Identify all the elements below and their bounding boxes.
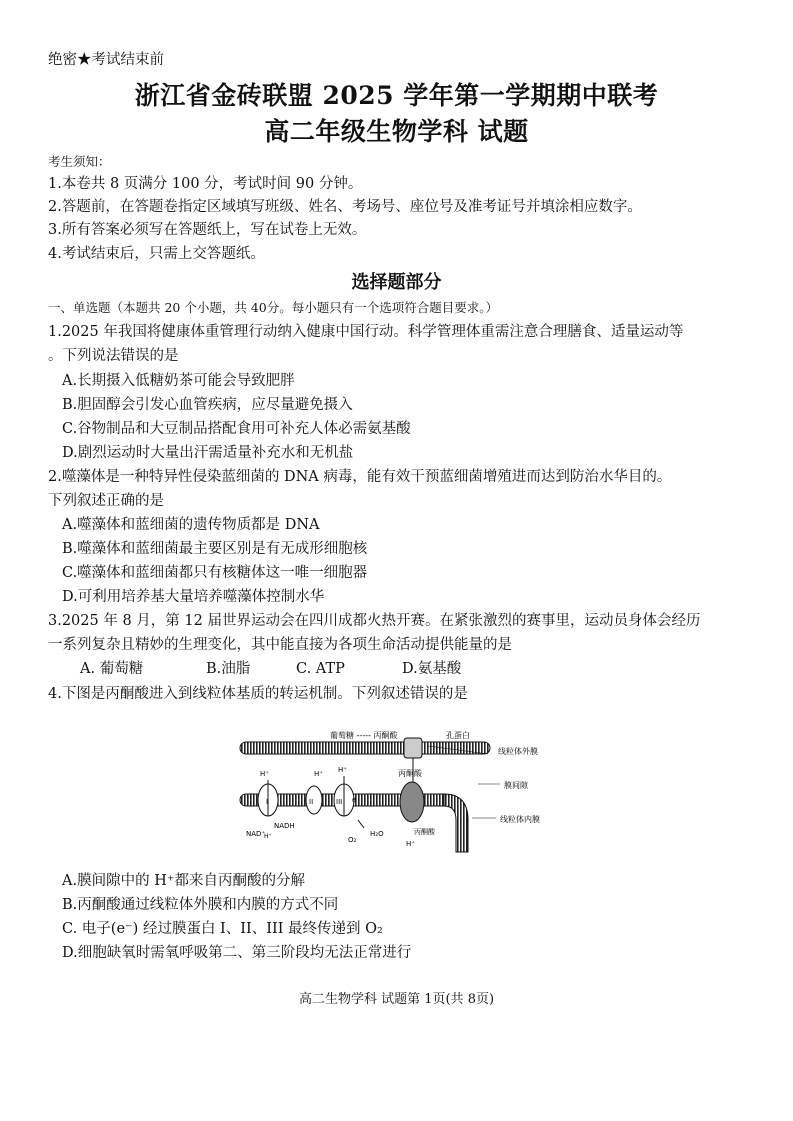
question-3-option-c: C. ATP <box>296 661 345 677</box>
notice-item: 3.所有答案必须写在答题纸上，写在试卷上无效。 <box>48 222 367 238</box>
question-3-option-d: D.氨基酸 <box>402 661 462 677</box>
label-h-plus-2: H⁺ <box>314 770 323 778</box>
label-nadh: NADH <box>274 822 295 830</box>
confidential-mark: 绝密★考试结束前 <box>48 52 164 68</box>
exam-subtitle: 高二年级生物学科 试题 <box>264 117 529 146</box>
question-3-option-a: A. 葡萄糖 <box>80 661 144 677</box>
porin-channel <box>404 738 422 758</box>
question-3-option-b: B.油脂 <box>206 661 251 677</box>
label-electron: e <box>352 796 357 804</box>
question-4-option-c: C. 电子(e⁻) 经过膜蛋白 I、II、III 最终传递到 O₂ <box>62 921 383 937</box>
question-2-option-a: A.噬藻体和蓝细菌的遗传物质都是 DNA <box>62 517 320 533</box>
question-4-option-d: D.细胞缺氧时需氧呼吸第二、第三阶段均无法正常进行 <box>62 945 412 961</box>
label-complex-3: III <box>336 798 343 806</box>
notice-item: 1.本卷共 8 页满分 100 分，考试时间 90 分钟。 <box>48 176 363 192</box>
question-1-option-d: D.剧烈运动时大量出汗需适量补充水和无机盐 <box>62 445 354 461</box>
question-2-option-d: D.可利用培养基大量培养噬藻体控制水华 <box>62 589 325 605</box>
label-inner-membrane: 线粒体内膜 <box>500 815 540 824</box>
label-nad: NAD⁺ <box>246 830 266 838</box>
question-1-stem: 1.2025 年我国将健康体重管理行动纳入健康中国行动。科学管理体重需注意合理膳食、适量运动等 <box>48 324 684 340</box>
label-pyruvate-mid: 丙酮酸 <box>398 769 422 778</box>
question-1-option-b: B.胆固醇会引发心血管疾病，应尽量避免摄入 <box>62 397 353 413</box>
label-h-plus-3: H⁺ <box>338 766 347 774</box>
label-h2o: H₂O <box>370 830 384 838</box>
section-title: 选择题部分 <box>351 272 442 293</box>
question-4-stem: 4.下图是丙酮酸进入到线粒体基质的转运机制。下列叙述错误的是 <box>48 686 468 702</box>
section-instruction: 一、单选题（本题共 20 个小题，共 40分。每小题只有一个选项符合题目要求。） <box>48 300 498 315</box>
label-pyruvate-low: 丙酮酸 <box>414 828 435 836</box>
question-2-stem: 2.噬藻体是一种特异性侵染蓝细菌的 DNA 病毒，能有效干预蓝细菌增殖进而达到防治水华目的。 <box>48 469 672 485</box>
question-3-stem-cont: 一系列复杂且精妙的生理变化，其中能直接为各项生命活动提供能量的是 <box>48 637 512 653</box>
question-4-option-b: B.丙酮酸通过线粒体外膜和内膜的方式不同 <box>62 897 339 913</box>
label-o2: O₂ <box>348 836 357 844</box>
question-3-stem: 3.2025 年 8 月，第 12 届世界运动会在四川成都火热开赛。在紧张激烈的赛事里，运动员身体会经历 <box>48 613 701 629</box>
label-h-plus-4: H⁺ <box>406 840 415 848</box>
outer-membrane <box>240 742 490 754</box>
label-h-plus-1: H⁺ <box>260 770 269 778</box>
question-1-option-c: C.谷物制品和大豆制品搭配食用可补充人体必需氨基酸 <box>62 421 411 437</box>
question-3-options <box>80 659 491 679</box>
page-footer: 高二生物学科 试题第 1页(共 8页) <box>298 992 495 1007</box>
notice-item: 2.答题前，在答题卷指定区域填写班级、姓名、考场号、座位号及准考证号并填涂相应数字。 <box>48 199 642 215</box>
label-intermembrane-space: 膜间隙 <box>504 781 528 790</box>
notice-heading: 考生须知： <box>48 154 111 169</box>
question-2-option-c: C.噬藻体和蓝细菌都只有核糖体这一唯一细胞器 <box>62 565 368 581</box>
o2-arrow <box>358 820 364 828</box>
notice-item: 4.考试结束后，只需上交答题纸。 <box>48 246 265 262</box>
question-1-option-a: A.长期摄入低糖奶茶可能会导致肥胖 <box>62 373 295 389</box>
question-2-stem-cont: 下列叙述正确的是 <box>48 493 164 509</box>
question-4-option-a: A.膜间隙中的 H⁺都来自丙酮酸的分解 <box>62 873 305 889</box>
label-porin: 孔蛋白 <box>446 731 470 740</box>
label-glucose-pyruvate: 葡萄糖 ----- 丙酮酸 <box>330 731 398 740</box>
question-1-stem-cont: 。下列说法错误的是 <box>48 348 179 364</box>
label-complex-2: II <box>309 798 314 806</box>
pyruvate-carrier <box>400 782 424 822</box>
label-h-plus-small: H⁺ <box>264 833 272 840</box>
label-complex-1: I <box>266 798 269 806</box>
inner-membrane-curve <box>444 794 468 852</box>
exam-title: 浙江省金砖联盟 2025 学年第一学期期中联考 <box>134 81 659 110</box>
question-2-option-b: B.噬藻体和蓝细菌最主要区别是有无成形细胞核 <box>62 541 368 557</box>
mitochondria-transport-diagram <box>232 724 572 860</box>
label-outer-membrane: 线粒体外膜 <box>498 747 538 756</box>
